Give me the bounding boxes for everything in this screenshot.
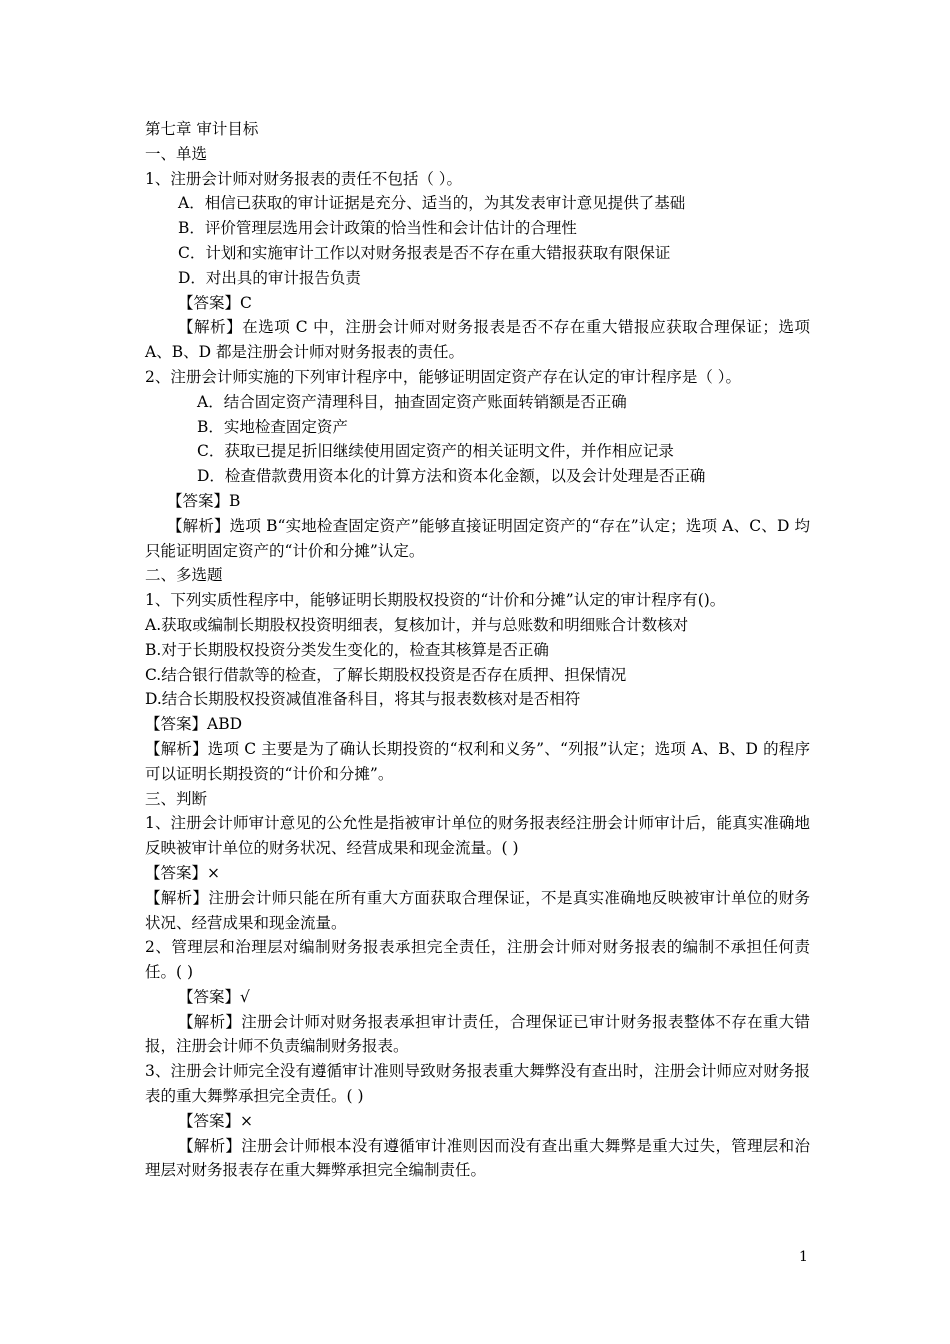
question-single-1 [145,167,810,365]
answer: 【答案】× [178,1111,253,1130]
question-text: 3、注册会计师完全没有遵循审计准则导致财务报表重大舞弊没有查出时，注册会计师应对财务报表的重大舞弊承担完全责任。( ) [145,1062,810,1106]
question-text: 1、注册会计师审计意见的公允性是指被审计单位的财务报表经注册会计师审计后，能真实准确地反映被审计单位的财务状况、经营成果和现金流量。( ) [145,814,810,858]
question-text: 1、下列实质性程序中，能够证明长期股权投资的“计价和分摊”认定的审计程序有()。 [145,591,726,610]
question-judge-2 [145,935,810,1059]
option-d: D．对出具的审计报告负责 [178,268,361,287]
option-a: A．相信已获取的审计证据是充分、适当的，为其发表审计意见提供了基础 [178,194,686,213]
question-single-2 [145,365,810,563]
answer: 【答案】B [167,491,241,510]
question-text: 2、注册会计师实施的下列审计程序中，能够证明固定资产存在认定的审计程序是（ ）。 [145,367,742,386]
option-b: B．实地检查固定资产 [197,417,348,436]
question-judge-3 [145,1059,810,1183]
option-c: C.结合银行借款等的检查，了解长期股权投资是否存在质押、担保情况 [145,665,627,684]
section-heading-single: 一、单选 [145,144,208,163]
chapter-title: 第七章 审计目标 [145,120,259,138]
analysis: 【解析】注册会计师只能在所有重大方面获取合理保证，不是真实准确地反映被审计单位的财务状况、经营成果和现金流量。 [145,888,810,932]
option-c: C．计划和实施审计工作以对财务报表是否不存在重大错报获取有限保证 [178,243,671,262]
section-heading-multi: 二、多选题 [145,566,223,585]
answer: 【答案】× [145,863,220,882]
option-d: D．检查借款费用资本化的计算方法和资本化金额，以及会计处理是否正确 [197,467,706,486]
analysis: 【解析】注册会计师对财务报表承担审计责任，合理保证已审计财务报表整体不存在重大错报，注册会计师不负责编制财务报表。 [145,1012,810,1056]
option-b: B．评价管理层选用会计政策的恰当性和会计估计的合理性 [178,219,577,238]
option-a: A.获取或编制长期股权投资明细表，复核加计，并与总账数和明细账合计数核对 [145,615,689,634]
question-text: 1、注册会计师对财务报表的责任不包括（ ）。 [145,169,463,188]
analysis: 【解析】选项 C 主要是为了确认长期投资的“权利和义务”、“列报”认定；选项 A、B、D 的程序可以证明长期投资的“计价和分摊”。 [145,739,810,783]
answer: 【答案】C [178,293,252,312]
analysis: 【解析】选项 B“实地检查固定资产”能够直接证明固定资产的“存在”认定；选项 A、C、D 均只能证明固定资产的“计价和分摊”认定。 [145,516,810,560]
option-b: B.对于长期股权投资分类发生变化的，检查其核算是否正确 [145,640,549,659]
option-d: D.结合长期股权投资减值准备科目，将其与报表数核对是否相符 [145,690,581,709]
analysis: 【解析】注册会计师根本没有遵循审计准则因而没有查出重大舞弊是重大过失，管理层和治理层对财务报表存在重大舞弊承担完全编制责任。 [145,1136,810,1180]
page-number: 1 [799,1249,808,1265]
document-body [145,117,810,1183]
question-multi-1 [145,588,810,786]
answer: 【答案】ABD [145,715,243,734]
section-heading-judge: 三、判断 [145,789,208,808]
analysis: 【解析】在选项 C 中，注册会计师对财务报表是否不存在重大错报应获取合理保证；选项 A、B、D 都是注册会计师对财务报表的责任。 [145,318,810,362]
question-text: 2、管理层和治理层对编制财务报表承担完全责任，注册会计师对财务报表的编制不承担任何责任。( ) [145,938,810,982]
question-judge-1 [145,811,810,935]
option-a: A．结合固定资产清理科目，抽查固定资产账面转销额是否正确 [197,392,627,411]
option-c: C．获取已提足折旧继续使用固定资产的相关证明文件，并作相应记录 [197,442,674,461]
answer: 【答案】√ [178,987,250,1006]
